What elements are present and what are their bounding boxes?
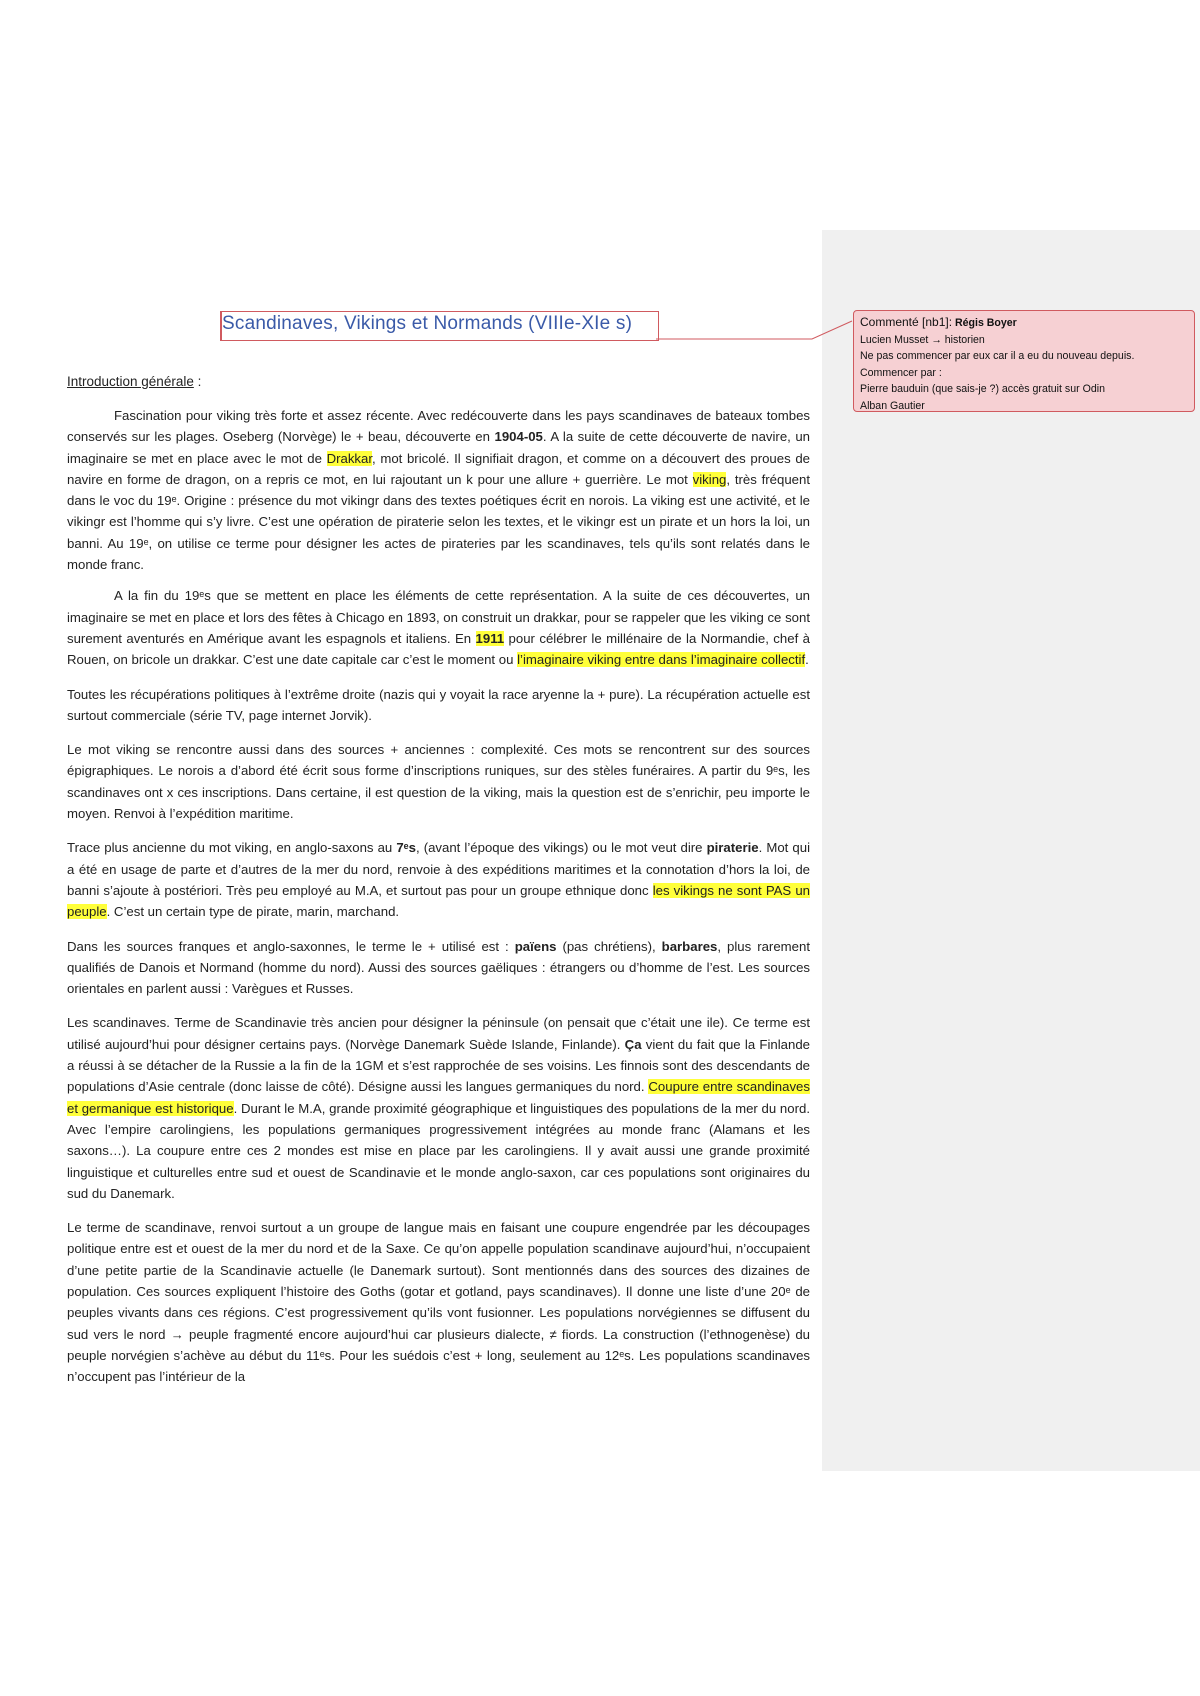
text-run: (pas chrétiens),	[556, 938, 662, 954]
paragraph-p6	[67, 936, 810, 1000]
document-title: Scandinaves, Vikings et Normands (VIIIe-XIe s)	[222, 313, 633, 334]
comment-header	[860, 314, 1188, 332]
text-run: , mot bricolé. Il signifiait dragon, et comme on a découvert des proues de navire en forme de dragon, on a repris ce mot, en lui rajoutant un k pour une allure + guerrière. Le mot	[67, 450, 810, 487]
text-run: , très fréquent dans le voc du 19ᵉ. Origine : présence du mot vikingr dans des textes poétiques écrit en norois. La viking est une activité, et le vikingr est l’homme qui s’y livre. C’est une opération de piraterie selon les textes, et le vikingr est un pirate et un hors la loi, un banni. Au 19ᵉ, on utilise ce terme pour désigner les actes de pirateries par les scandinaves, tels qu’ils sont relatés dans le monde franc.	[67, 471, 810, 573]
text-run: , (avant l’époque des vikings) ou le mot veut dire	[415, 840, 707, 856]
text-run: Toutes les récupérations politiques à l’extrême droite (nazis qui y voyait la race aryenne la + pure). La récupération actuelle est surtout commerciale (série TV, page internet Jorvik).	[67, 686, 810, 723]
text-run: Dans les sources franques et anglo-saxonnes, le terme le + utilisé est :	[67, 938, 515, 954]
comment-author: Régis Boyer	[952, 317, 1017, 329]
text-run: Le terme de scandinave, renvoi surtout a un groupe de langue mais en faisant une coupure engendrée par les découpages politique entre est et ouest de la mer du nord et de la Saxe. Ce qu’on appelle population scandinave aujourd’hui, n’occupaient d’une petite partie de la Scandinavie actuelle (le Danemark surtout). Sont mentionnés dans des sources des dizaines de population. Ces sources expliquent l’histoire des Goths (gotar et gotland, pays scandinaves). Il donne une liste d’une 20ᵉ de peuples vivants dans ces régions. C’est progressivement qu’ils vont fusionner. Les populations norvégiennes se diffusent du sud vers le nord → peuple fragmenté encore aujourd’hui car plusieurs dialecte, ≠ fiords. La construction (l’ethnogenèse) du peuple norvégien s’achève au début du 11ᵉs. Pour les suédois c’est + long, seulement au 12ᵉs. Les populations scandinaves n’occupent pas l’intérieur de la	[67, 1220, 810, 1385]
bold-text: barbares	[661, 938, 718, 954]
paragraph-p4	[67, 739, 810, 824]
comment-line: Lucien Musset → historien	[860, 333, 985, 346]
text-run: . Mot qui a été en usage de parte et d’autres de la mer du nord, renvoie à des expéditions maritimes et la connotation d’hors la loi, de banni s’ajoute à postériori. Très peu employé au M.A, et surtout pas pour un groupe ethnique donc	[67, 840, 810, 898]
highlighted-text: les vikings ne sont PAS un peuple	[67, 882, 810, 920]
bold-text: 1904-05	[494, 429, 543, 445]
text-run: . Durant le M.A, grande proximité géographique et linguistiques des populations de la mer du nord. Avec l’empire carolingiens, les populations germaniques progressivement intégrées au monde franc (Alamans et les saxons…). La coupure entre ces 2 mondes est mise en place par les carolingiens. Il y avait aussi une grande proximité linguistique et culturelles entre sud et ouest de Scandinavie et le monde anglo-saxon, car ces populations sont originaires du sud du Danemark.	[67, 1100, 810, 1201]
text-run: Le mot viking se rencontre aussi dans des sources + anciennes : complexité. Ces mots se rencontrent sur des sources épigraphiques. Le norois a d’abord été écrit sous forme d’inscriptions runiques, sur des stèles funéraires. A partir du 9ᵉs, les scandinaves ont x ces inscriptions. Dans certaine, il est question de la viking, mais la question est de s’enrichir, peu importe le moyen. Renvoi à l’expédition maritime.	[67, 742, 810, 822]
highlighted-text: 1911	[475, 630, 505, 646]
text-run: . A la suite de cette découverte de navire, un imaginaire se met en place avec le mot de	[67, 429, 811, 466]
section-heading	[67, 372, 810, 392]
heading-colon: :	[193, 374, 202, 389]
comment-balloon[interactable]	[853, 310, 1195, 412]
comment-margin-pane	[822, 230, 1200, 1471]
text-run: Trace plus ancienne du mot viking, en anglo-saxons au	[67, 840, 397, 856]
highlighted-text: l’imaginaire viking entre dans l’imaginaire collectif	[517, 652, 806, 668]
bold-text: piraterie	[706, 840, 759, 856]
paragraph-p8	[67, 1217, 810, 1387]
paragraph-p7	[67, 1012, 810, 1204]
paragraph-p3	[67, 684, 810, 727]
comment-line: Alban Gautier	[860, 399, 925, 412]
paragraph-p1	[67, 405, 810, 575]
paragraph-list	[67, 405, 810, 1387]
bold-text: païens	[514, 938, 557, 954]
comment-line: Commencer par :	[860, 366, 942, 379]
bold-text: 7ᵉs	[396, 840, 416, 856]
highlighted-text: viking	[692, 471, 727, 487]
bold-text: Ça	[624, 1036, 642, 1052]
text-run: Les scandinaves. Terme de Scandinavie très ancien pour désigner la péninsule (on pensait que c’était une ile). Ce terme est utilisé aujourd’hui pour désigner certains pays. (Norvège Danemark Suède Islande, Finlande).	[67, 1015, 810, 1052]
paragraph-p2	[67, 585, 810, 670]
comment-label: Commenté [nb1]:	[860, 315, 953, 329]
comment-line: Ne pas commencer par eux car il a eu du nouveau depuis.	[860, 350, 1135, 362]
text-run: .	[805, 652, 809, 668]
text-run: vient du fait que la Finlande a réussi à se détacher de la Russie a la fin de la 1GM et s’est rapprochée de ses voisins. Les finnois sont des descendants de populations d’Asie centrale (donc laisse de côté). Désigne aussi les langues germaniques du nord.	[67, 1036, 810, 1095]
highlighted-text: Drakkar	[326, 450, 373, 466]
text-run: . C’est un certain type de pirate, marin, marchand.	[106, 904, 400, 920]
text-run: Fascination pour viking très forte et assez récente. Avec redécouverte dans les pays scandinaves de bateaux tombes conservés sur les plages. Oseberg (Norvège) le + beau, découverte en	[67, 408, 810, 445]
text-run: pour célébrer le millénaire de la Normandie, chef à Rouen, on bricole un drakkar. C’est une date capitale car c’est le moment ou	[67, 630, 810, 668]
comment-line: Pierre bauduin (que sais-je ?) accès gratuit sur Odin	[860, 383, 1105, 395]
text-run: , plus rarement qualifiés de Danois et Normand (homme du nord). Aussi des sources gaëliques : étrangers ou d’homme de l’est. Les sources orientales en parlent aussi : Varègues et Russes.	[67, 938, 810, 997]
heading-text: Introduction générale	[67, 374, 194, 389]
document-body	[67, 372, 810, 1387]
text-run: A la fin du 19ᵉs que se mettent en place les éléments de cette représentation. A la suite de ces découvertes, un imaginaire se met en place et lors des fêtes à Chicago en 1893, on construit un drakkar, pour se rappeler que les viking ce sont surement aventurés en Amérique avant les espagnols et italiens. En	[67, 588, 810, 646]
paragraph-p5	[67, 837, 810, 922]
highlighted-text: Coupure entre scandinaves et germanique est historique	[67, 1079, 810, 1116]
